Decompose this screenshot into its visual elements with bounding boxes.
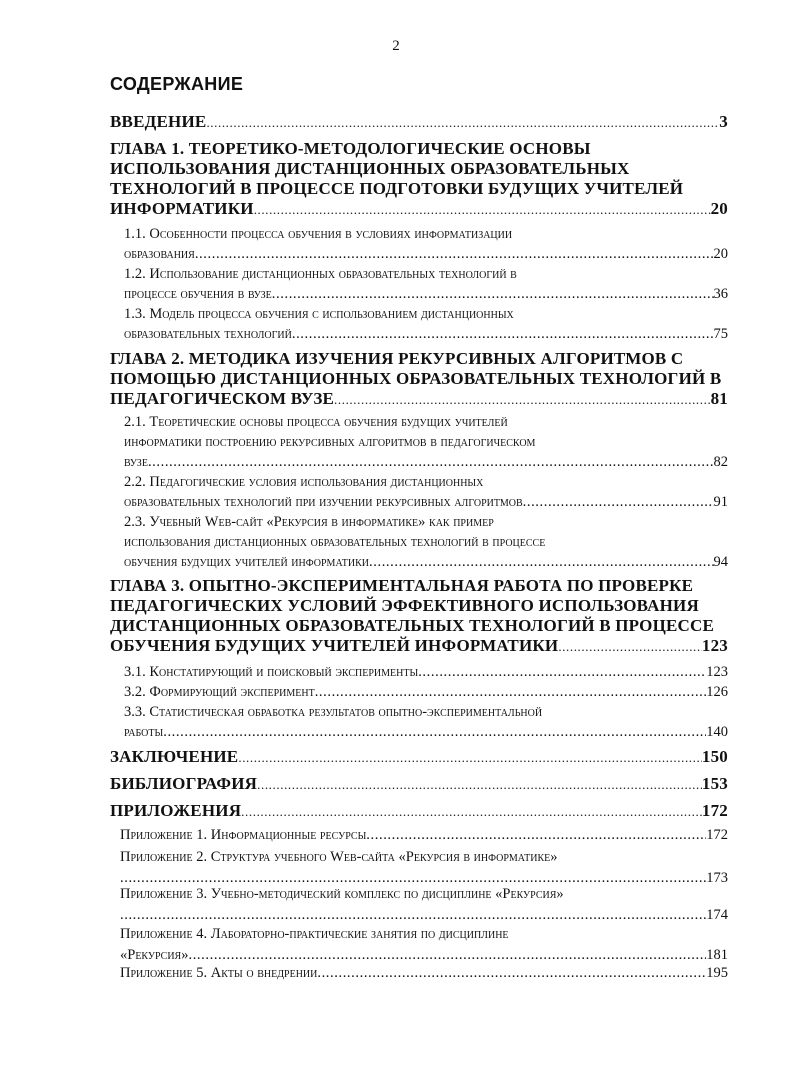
entry-label: БИБЛИОГРАФИЯ: [110, 774, 258, 793]
entry-page: 123: [701, 636, 728, 655]
entry-page: 75: [713, 326, 728, 342]
dot-leader: [163, 722, 706, 742]
entry-page: 140: [706, 724, 728, 740]
toc-entry-section-3-2[interactable]: [124, 682, 728, 702]
dot-leader: [241, 802, 702, 822]
entry-label: образовательных технологий: [124, 326, 292, 342]
toc-entry-chapter-3[interactable]: [110, 576, 728, 657]
page-number: 2: [392, 38, 400, 54]
entry-page: 94: [713, 554, 728, 570]
dot-leader: [315, 682, 707, 702]
entry-line: 1.2. Использование дистанционных образовательных технологий в: [124, 266, 517, 282]
entry-page: 126: [706, 684, 728, 700]
dot-leader: [257, 775, 702, 795]
entry-label: 3.1. Констатирующий и поисковый эксперименты: [124, 664, 419, 680]
dot-leader: [334, 390, 711, 410]
entry-line: Приложение 3. Учебно-методический комплекс по дисциплине «Рекурсия»: [120, 886, 564, 902]
entry-label: работы: [124, 724, 164, 740]
dot-leader: [206, 113, 719, 133]
entry-label: вузе: [124, 454, 148, 470]
entry-label: ПЕДАГОГИЧЕСКОМ ВУЗЕ: [110, 389, 335, 408]
entry-label: «Рекурсия»: [120, 947, 189, 963]
entry-page: 3: [719, 112, 728, 131]
toc-entry-appendix-2[interactable]: [120, 847, 728, 889]
toc-entry-section-1-1[interactable]: [124, 224, 728, 264]
dot-leader: [418, 662, 706, 682]
toc-entry-appendix-3[interactable]: [120, 884, 728, 926]
dot-leader: [292, 324, 714, 344]
dot-leader: [195, 244, 714, 264]
dot-leader: [254, 200, 711, 220]
dot-leader: [369, 552, 713, 572]
entry-line: информатики построению рекурсивных алгоритмов в педагогическом: [124, 434, 536, 450]
entry-page: 195: [706, 965, 728, 981]
entry-line: Приложение 4. Лабораторно-практические занятия по дисциплине: [120, 926, 509, 942]
entry-page: 172: [701, 801, 728, 820]
entry-label: 3.2. Формирующий эксперимент: [124, 684, 315, 700]
toc-entry-appendix-1[interactable]: [120, 825, 728, 846]
entry-line: ГЛАВА 2. МЕТОДИКА ИЗУЧЕНИЯ РЕКУРСИВНЫХ АЛГОРИТМОВ С: [110, 349, 684, 368]
toc-entry-introduction[interactable]: [110, 112, 728, 133]
toc-entry-conclusion[interactable]: [110, 747, 728, 768]
entry-label: образовательных технологий при изучении рекурсивных алгоритмов: [124, 494, 523, 510]
entry-line: Приложение 2. Структура учебного Web-сайта «Рекурсия в информатике»: [120, 849, 558, 865]
entry-page: 20: [710, 199, 728, 218]
entry-line: ГЛАВА 1. ТЕОРЕТИКО-МЕТОДОЛОГИЧЕСКИЕ ОСНОВЫ: [110, 139, 591, 158]
entry-line: ПЕДАГОГИЧЕСКИХ УСЛОВИЙ ЭФФЕКТИВНОГО ИСПОЛЬЗОВАНИЯ: [110, 596, 699, 615]
entry-label: ИНФОРМАТИКИ: [110, 199, 254, 218]
entry-label: Приложение 1. Информационные ресурсы: [120, 827, 367, 843]
entry-label: ВВЕДЕНИЕ: [110, 112, 207, 131]
toc-entry-section-3-1[interactable]: [124, 662, 728, 682]
entry-label: ПРИЛОЖЕНИЯ: [110, 801, 242, 820]
entry-page: 91: [713, 494, 728, 510]
dot-leader: [317, 963, 706, 984]
entry-label: Приложение 5. Акты о внедрении: [120, 965, 318, 981]
entry-page: 82: [713, 454, 728, 470]
entry-label: образования: [124, 246, 195, 262]
dot-leader: [523, 492, 714, 512]
entry-page: 123: [706, 664, 728, 680]
entry-line: 2.3. Учебный Web-сайт «Рекурсия в информатике» как пример: [124, 514, 494, 530]
entry-line: ДИСТАНЦИОННЫХ ОБРАЗОВАТЕЛЬНЫХ ТЕХНОЛОГИЙ В ПРОЦЕССЕ: [110, 616, 715, 635]
dot-leader: [238, 748, 702, 768]
dot-leader: [120, 905, 706, 926]
entry-line: 2.2. Педагогические условия использования дистанционных: [124, 474, 484, 490]
toc-title: СОДЕРЖАНИЕ: [110, 74, 244, 94]
entry-page: 81: [710, 389, 728, 408]
entry-page: 181: [706, 947, 728, 963]
entry-page: 20: [713, 246, 728, 262]
entry-page: 174: [706, 907, 728, 923]
entry-label: ЗАКЛЮЧЕНИЕ: [110, 747, 239, 766]
entry-label: обучения будущих учителей информатики: [124, 554, 370, 570]
entry-page: 150: [701, 747, 728, 766]
entry-page: 153: [701, 774, 728, 793]
dot-leader: [558, 637, 702, 657]
toc-entry-chapter-2[interactable]: [110, 349, 728, 410]
entry-line: 1.3. Модель процесса обучения с использованием дистанционных: [124, 306, 514, 322]
entry-page: 172: [706, 827, 728, 843]
dot-leader: [366, 825, 706, 846]
entry-line: ИСПОЛЬЗОВАНИЯ ДИСТАНЦИОННЫХ ОБРАЗОВАТЕЛЬНЫХ: [110, 159, 630, 178]
entry-page: 173: [706, 870, 728, 886]
toc-entry-section-2-3[interactable]: [124, 512, 728, 572]
entry-label: процессе обучения в вузе: [124, 286, 272, 302]
toc-entry-appendix-5[interactable]: [120, 963, 728, 984]
toc-entry-appendix-4[interactable]: [120, 924, 728, 966]
toc-entry-chapter-1[interactable]: [110, 139, 728, 220]
entry-label: ОБУЧЕНИЯ БУДУЩИХ УЧИТЕЛЕЙ ИНФОРМАТИКИ: [110, 636, 559, 655]
dot-leader: [148, 452, 714, 472]
entry-line: 1.1. Особенности процесса обучения в условиях информатизации: [124, 226, 513, 242]
entry-line: использования дистанционных образовательных технологий в процессе: [124, 534, 546, 550]
toc-entry-section-1-2[interactable]: [124, 264, 728, 304]
toc-entry-section-2-2[interactable]: [124, 472, 728, 512]
toc-entry-section-2-1[interactable]: [124, 412, 728, 472]
entry-line: ГЛАВА 3. ОПЫТНО-ЭКСПЕРИМЕНТАЛЬНАЯ РАБОТА ПО ПРОВЕРКЕ: [110, 576, 694, 595]
toc-entry-section-3-3[interactable]: [124, 702, 728, 742]
toc-entry-bibliography[interactable]: [110, 774, 728, 795]
entry-page: 36: [713, 286, 728, 302]
dot-leader: [272, 284, 714, 304]
toc-entry-section-1-3[interactable]: [124, 304, 728, 344]
entry-line: ПОМОЩЬЮ ДИСТАНЦИОННЫХ ОБРАЗОВАТЕЛЬНЫХ ТЕХНОЛОГИЙ В: [110, 369, 722, 388]
entry-line: 3.3. Статистическая обработка результатов опытно-экспериментальной: [124, 704, 543, 720]
entry-line: 2.1. Теоретические основы процесса обучения будущих учителей: [124, 414, 508, 430]
toc-entry-appendices[interactable]: [110, 801, 728, 822]
entry-line: ТЕХНОЛОГИЙ В ПРОЦЕССЕ ПОДГОТОВКИ БУДУЩИХ УЧИТЕЛЕЙ: [110, 179, 684, 198]
